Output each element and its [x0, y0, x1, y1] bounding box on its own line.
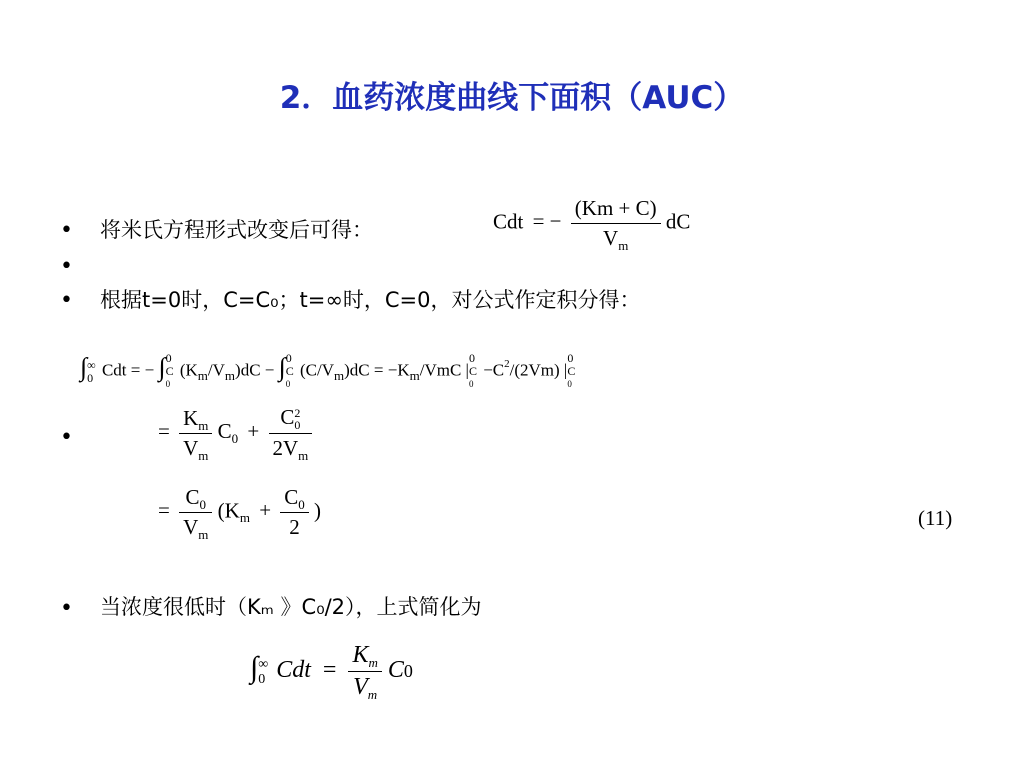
equation-result-line1: = $\frac{K_m}{V_m}$ $C_0$ + C 2 0 $2V_m$ [158, 405, 312, 461]
bullet-marker: • [60, 425, 73, 450]
eq4-frac-c0-vm: $\frac{C_0}{V_m}$ [179, 485, 212, 540]
integral-limits-final: ∞ 0 [258, 656, 269, 687]
eval-limits-2: 0 C 0 [567, 351, 576, 389]
integral-sign: ∫ [250, 651, 259, 685]
eq3-frac-km-vm: $\frac{K_m}{V_m}$ [179, 406, 212, 461]
bullet-text-5: 当浓度很低时（Kₘ 》C₀/2），上式简化为 [100, 595, 482, 619]
integral-part4: (C/V [300, 360, 335, 380]
eq1-den-v: V [603, 226, 619, 250]
eq3-eq: = [158, 418, 170, 443]
bullet-text-1: 将米氏方程形式改变后可得： [100, 218, 373, 242]
integral-part5: )dC = −K [344, 360, 410, 380]
integral-sign: ∫ [278, 352, 286, 382]
bullet-marker: • [60, 596, 73, 621]
eq1-denominator [571, 224, 661, 251]
equation-definite-integral: ∫ ∞ 0 Cdt = − ∫ 0 C 0 $(K_m/V_m)dC$ − ∫ 0 C 0 $(C/V_m)dC = -K_m/VmC$ | 0 C 0 $-C^2/(2Vm)$ | 0 C 0 [80, 351, 576, 389]
eq1-numerator: (Km + C) [571, 196, 661, 224]
integral-sign: ∫ [158, 352, 166, 382]
equation-mm-rearranged [493, 196, 690, 251]
equation-simplified: ∫ ∞ 0 Cdt = $\frac{K_m}{V_m}$ C0 [250, 642, 413, 702]
eq4-frac-c0-2: $\frac{C_0}{2}$ [280, 485, 309, 540]
eq1-den-sub: m [618, 238, 629, 253]
eq3-frac-c0sq-2vm: C 2 0 $2V_m$ [269, 405, 313, 461]
bullet-marker: • [60, 218, 73, 243]
integral-part7: −C [483, 360, 505, 380]
equation-result-line2: = $\frac{C_0}{V_m}$ ($K_m$ + $\frac{C_0}{2}$ ) [158, 485, 322, 542]
slide-title: 2．血药浓度曲线下面积（AUC） [279, 80, 745, 116]
eq1-eq: = − [532, 209, 562, 234]
eq4-eq: = [158, 498, 170, 523]
eq1-lhs: Cdt [493, 209, 524, 234]
integral-part2: (K [179, 360, 198, 380]
integral-limits-3: 0 C 0 [285, 351, 294, 389]
eval-limits-1: 0 C 0 [468, 351, 477, 389]
integral-limits-2: 0 C 0 [165, 351, 174, 389]
integral-sign: ∫ [80, 352, 88, 382]
bullet-text-3: 根据t=0时，C=C₀；t=∞时，C=0，对公式作定积分得： [100, 288, 641, 312]
eq1-fraction [571, 196, 661, 251]
integral-part3: )dC − [235, 360, 275, 380]
integral-part1: Cdt = − [101, 360, 155, 380]
integral-limits-1: ∞ 0 [87, 357, 96, 385]
final-frac-km-vm: $\frac{K_m}{V_m}$ [348, 642, 381, 701]
integral-part6: /VmC | [419, 360, 469, 380]
eq1-rhs: dC [665, 209, 691, 234]
bullet-marker: • [60, 254, 73, 279]
bullet-marker: • [60, 288, 73, 313]
final-cdt: Cdt [276, 657, 311, 684]
integral-part8: /(2Vm) | [509, 360, 568, 380]
equation-number: (11) [918, 506, 953, 530]
